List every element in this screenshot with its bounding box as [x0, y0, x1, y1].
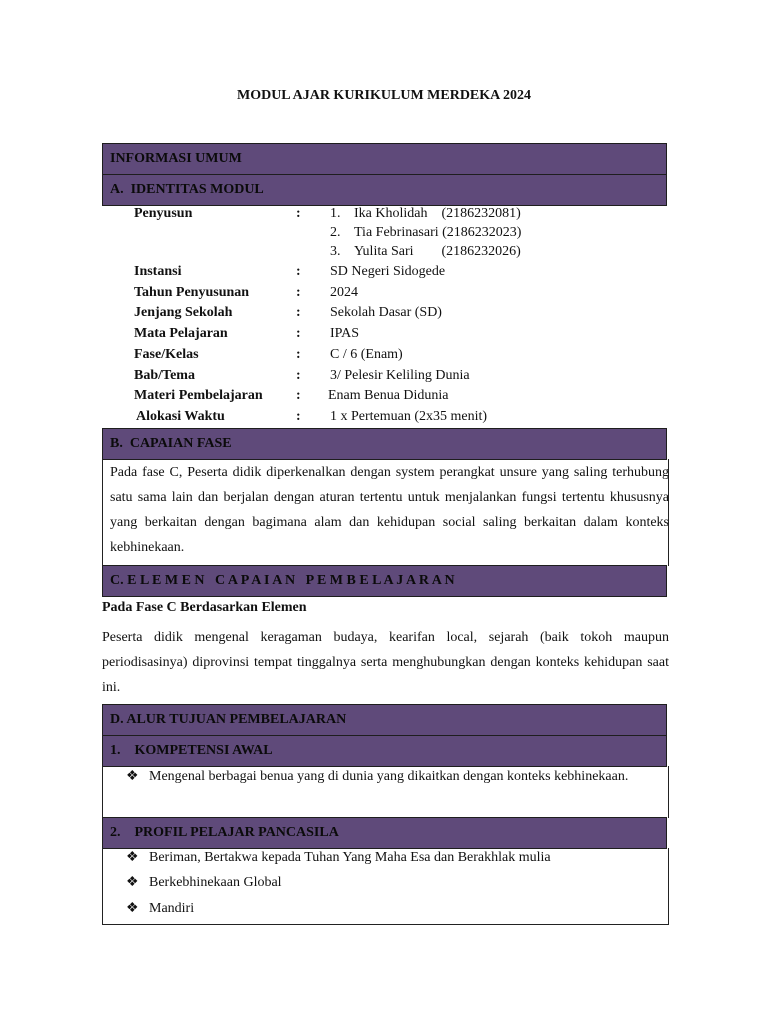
list-item	[126, 897, 669, 921]
field-value: C / 6 (Enam)	[330, 347, 403, 362]
section-header-label: INFORMASI UMUM	[110, 151, 242, 166]
penyusun-item	[330, 223, 521, 242]
list-number: 2.	[330, 225, 341, 240]
field-colon: :	[296, 264, 301, 279]
elemen-text: Peserta didik mengenal keragaman budaya, kearifan local, sejarah (baik tokoh maupun periodisasinya) diprovinsi tempat tinggalnya serta menghubungkan dengan konteks kehidupan saat ini.	[102, 630, 669, 695]
list-number: 1.	[330, 206, 341, 221]
field-label: Alokasi Waktu	[136, 409, 225, 424]
list-item-text: Beriman, Bertakwa kepada Tuhan Yang Maha Esa dan Berakhlak mulia	[149, 850, 551, 865]
field-value: SD Negeri Sidogede	[330, 264, 446, 279]
section-header-label: D. ALUR TUJUAN PEMBELAJARAN	[110, 712, 347, 727]
section-header-profil-pelajar	[102, 817, 667, 849]
list-item-text: Berkebhinekaan Global	[149, 875, 282, 890]
field-colon: :	[296, 326, 301, 341]
section-header-informasi-umum	[102, 143, 667, 175]
field-colon: :	[296, 347, 301, 362]
section-header-label: 1. KOMPETENSI AWAL	[110, 743, 273, 758]
capaian-fase-text: Pada fase C, Peserta didik diperkenalkan dengan system perangkat unsure yang saling terhubung satu sama lain dan berjalan dengan aturan tertentu untuk menjalankan fungsi tertentu khususnya yang berkaitan dengan bagimana alam dan kehidupan social saling berkaitan dalam konteks kebhinekaan.	[110, 465, 669, 555]
section-header-identitas-modul	[102, 174, 667, 206]
diamond-bullet-icon: ❖	[126, 850, 139, 865]
field-label: Instansi	[134, 264, 182, 279]
field-value: Enam Benua Didunia	[328, 388, 449, 403]
field-colon: :	[296, 285, 301, 300]
section-header-alur-tujuan	[102, 704, 667, 736]
field-value: 3/ Pelesir Keliling Dunia	[330, 368, 470, 383]
penyusun-item	[330, 242, 521, 261]
document-title: MODUL AJAR KURIKULUM MERDEKA 2024	[236, 88, 531, 103]
list-item-text: Mandiri	[149, 901, 195, 916]
penyusun-name: Yulita Sari (2186232026)	[354, 244, 521, 259]
field-label: Mata Pelajaran	[134, 326, 228, 341]
diamond-bullet-icon: ❖	[126, 875, 139, 890]
field-label: Jenjang Sekolah	[134, 305, 233, 320]
section-header-kompetensi-awal	[102, 735, 667, 767]
field-label: Fase/Kelas	[134, 347, 199, 362]
list-item	[126, 765, 669, 789]
field-colon: :	[296, 409, 301, 424]
section-header-label: C. E L E M E N C A P A I A N P E M B E L A J A R A N	[110, 573, 455, 588]
diamond-bullet-icon: ❖	[126, 901, 139, 916]
field-value: 2024	[330, 285, 358, 300]
field-label: Tahun Penyusunan	[134, 285, 250, 300]
penyusun-item	[330, 204, 521, 223]
field-colon: :	[296, 388, 301, 403]
penyusun-name: Tia Febrinasari (2186232023)	[354, 225, 522, 240]
field-value: 1 x Pertemuan (2x35 menit)	[330, 409, 488, 424]
field-label: Bab/Tema	[134, 368, 195, 383]
section-header-label: 2. PROFIL PELAJAR PANCASILA	[110, 825, 339, 840]
section-header-capaian-fase	[102, 428, 667, 460]
field-colon: :	[296, 305, 301, 320]
diamond-bullet-icon: ❖	[126, 769, 139, 784]
field-colon: :	[296, 206, 301, 221]
penyusun-name: Ika Kholidah (2186232081)	[354, 206, 521, 221]
field-value: Sekolah Dasar (SD)	[330, 305, 442, 320]
penyusun-label: Penyusun	[134, 206, 193, 221]
list-number: 3.	[330, 244, 341, 259]
field-label: Materi Pembelajaran	[134, 388, 263, 403]
list-item-text: Mengenal berbagai benua yang di dunia yang dikaitkan dengan konteks kebhinekaan.	[149, 769, 629, 784]
table-bottom-border	[102, 924, 669, 925]
section-header-label: B. CAPAIAN FASE	[110, 436, 232, 451]
field-colon: :	[296, 368, 301, 383]
section-header-elemen-cp	[102, 565, 667, 597]
list-item	[126, 846, 669, 870]
section-header-label: A. IDENTITAS MODUL	[110, 182, 264, 197]
list-item	[126, 871, 669, 895]
elemen-subheading: Pada Fase C Berdasarkan Elemen	[102, 600, 307, 615]
field-value: IPAS	[330, 326, 360, 341]
